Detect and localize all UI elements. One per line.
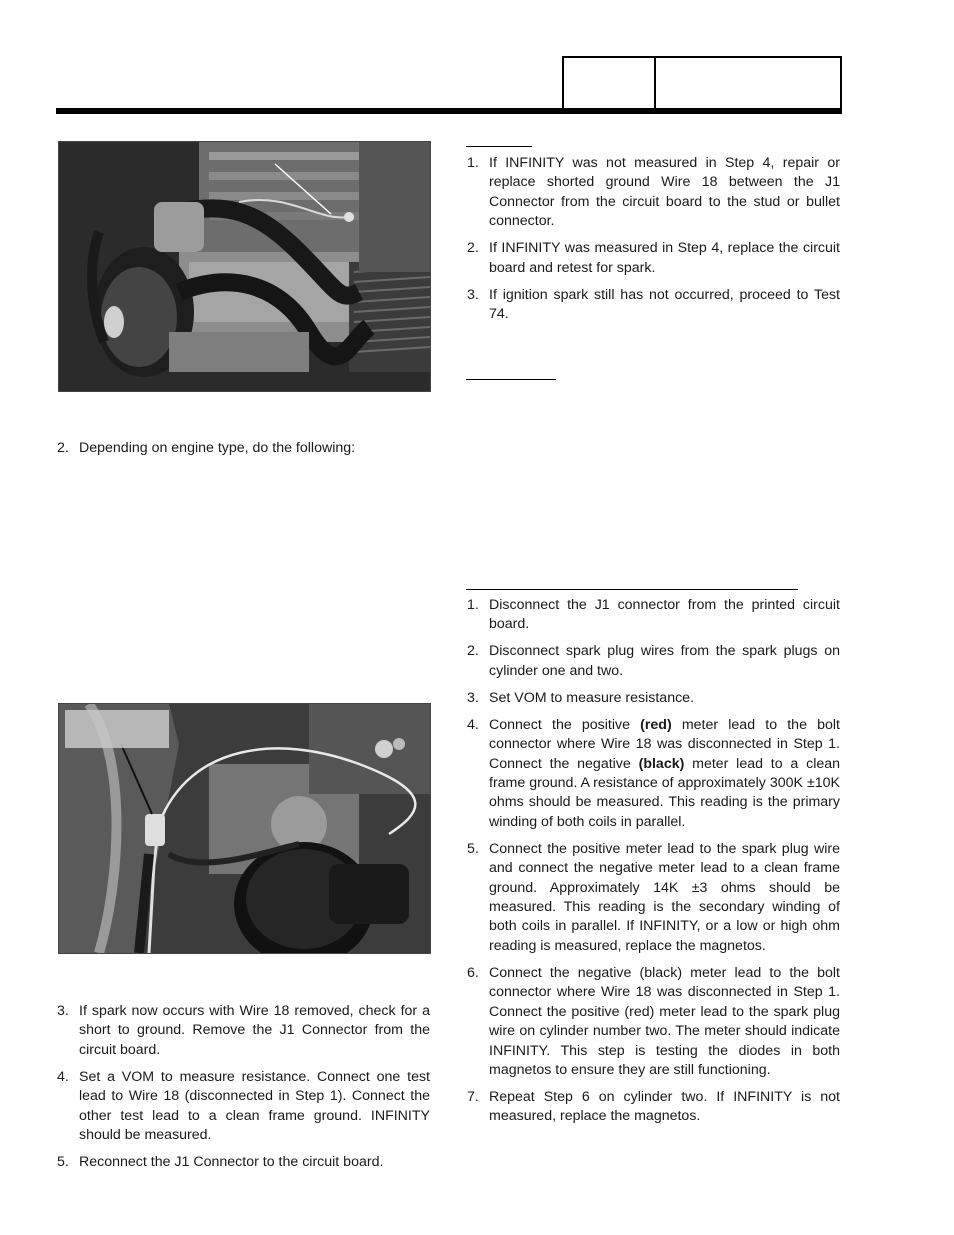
list-item: 2. If INFINITY was measured in Step 4, replace the circuit board and retest for spark. [467,240,840,276]
list-item: 1. Disconnect the J1 connector from the printed circuit board. [467,597,840,633]
engine-photo-top [58,141,431,392]
results-list [466,154,840,332]
header-box-section [562,56,656,110]
list-item: 5. Connect the positive meter lead to the spark plug wire and connect the negative meter lead to a clean frame ground. Approximately 14K ±3 ohms should be measured. This reading is the secondary winding of both coils in parallel. If INFINITY, or a low or high ohm reading is measured, replace the magnetos. [467,840,840,954]
left-steps-bottom [56,1002,430,1180]
results-heading-rule [466,146,532,147]
header-box-title [654,56,842,110]
header-rule [56,108,842,114]
list-item: 3. If spark now occurs with Wire 18 removed, check for a short to ground. Remove the J1 Connector from the circuit board. [57,1003,430,1058]
section-heading-rule [466,379,556,380]
list-item: 6. Connect the negative (black) meter lead to the bolt connector where Wire 18 was disconnected in Step 1. Connect the positive (red) meter lead to the spark plug wire on cylinder number two. The meter should indicate INFINITY. This step is testing the diodes in both magnetos to ensure they are still functioning. [467,964,840,1078]
list-item: 4. Set a VOM to measure resistance. Connect one test lead to Wire 18 (disconnected in Step 1). Connect the other test lead to a clean frame ground. INFINITY should be measured. [57,1068,430,1144]
list-item: 5. Reconnect the J1 Connector to the circuit board. [57,1154,384,1171]
list-item: 4. Connect the positive (red) meter lead to the bolt connector where Wire 18 was disconnected in Step 1. Connect the negative (black) meter lead to a clean frame ground. A resistance of approximately 300K ±10K ohms should be measured. This reading is the primary winding of both coils in parallel. [467,716,841,830]
list-item: 3. Set VOM to measure resistance. [467,689,695,706]
left-step-2 [56,439,430,466]
list-item: 2. Disconnect spark plug wires from the spark plugs on cylinder one and two. [467,643,840,679]
list-item: 3. If ignition spark still has not occurred, proceed to Test 74. [467,286,840,323]
procedure-list [466,596,840,1134]
list-item: 1. If INFINITY was not measured in Step 4, repair or replace shorted ground Wire 18 between the J1 Connector from the circuit board to the stud or bullet connector. [467,155,840,230]
callout-label-box [65,710,169,748]
engine-photo-bottom [58,703,431,954]
procedure-heading-rule [466,589,798,590]
list-item: 2. Depending on engine type, do the following: [57,440,356,456]
list-item: 7. Repeat Step 6 on cylinder two. If INFINITY is not measured, replace the magnetos. [467,1088,840,1125]
